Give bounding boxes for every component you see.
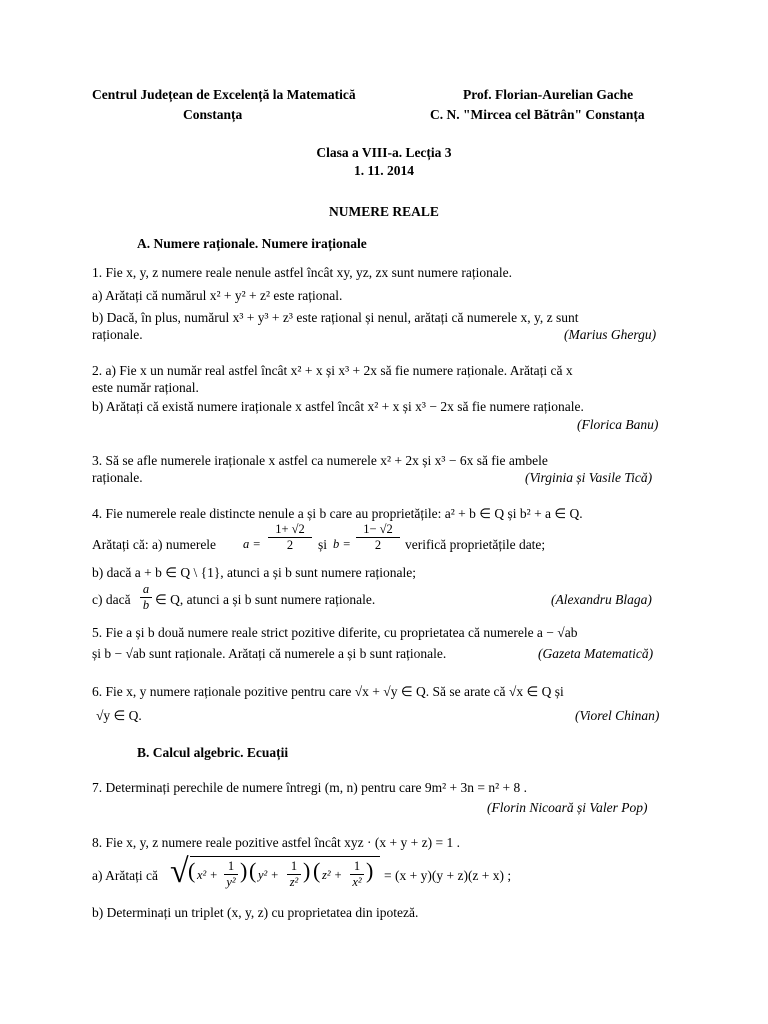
problem-4-a-fraction xyxy=(268,523,312,551)
factor-2-fraction xyxy=(287,860,301,888)
factor-3-term: z² + xyxy=(322,868,343,882)
fraction-numerator: 1 xyxy=(227,859,235,873)
author-school: C. N. "Mircea cel Bătrân" Constanța xyxy=(430,107,645,122)
problem-4-line-3: b) dacă a + b ∈ Q \ {1}, atunci a și b sunt numere raționale; xyxy=(92,565,416,580)
paren-open-icon: ( xyxy=(249,858,257,883)
class-line: Clasa a VIII-a. Lecția 3 xyxy=(316,145,452,160)
factor-2-term: y² + xyxy=(258,868,279,882)
problem-5-line-1: 5. Fie a și b două numere reale strict pozitive diferite, cu proprietatea că numerele a − √ab xyxy=(92,625,578,640)
page-title: NUMERE REALE xyxy=(329,204,439,219)
paren-open-icon: ( xyxy=(313,858,321,883)
fraction-numerator: 1+ √2 xyxy=(275,522,305,536)
problem-6-line-1: 6. Fie x, y numere raționale pozitive pentru care √x + √y ∈ Q. Să se arate că √x ∈ Q și xyxy=(92,684,564,699)
problem-3-line-1: 3. Să se afle numerele iraționale x astfel ca numerele x² + 2x și x³ − 6x să fie ambele xyxy=(92,453,548,468)
problem-1-line-3: b) Dacă, în plus, numărul x³ + y³ + z³ este rațional și nenul, arătați că numerele x, y, z sunt xyxy=(92,310,579,325)
author-name: Prof. Florian-Aurelian Gache xyxy=(463,87,634,102)
date-line: 1. 11. 2014 xyxy=(353,163,414,178)
problem-4-intro: Arătați că: a) numerele xyxy=(92,537,217,552)
paren-close-icon: ) xyxy=(366,858,374,883)
paren-close-icon: ) xyxy=(240,858,248,883)
problem-6-author: (Viorel Chinan) xyxy=(575,708,660,723)
problem-4-line-4: ∈ Q, atunci a și b sunt numere raționale. xyxy=(155,592,376,607)
radical-sign-icon: √ xyxy=(170,853,189,890)
fraction-numerator: a xyxy=(142,582,150,596)
problem-8-line-1: 8. Fie x, y, z numere reale pozitive astfel încât xyz · (x + y + z) = 1 . xyxy=(92,835,460,850)
fraction-numerator: 1− √2 xyxy=(363,522,393,536)
problem-1-author: (Marius Ghergu) xyxy=(564,327,657,342)
radical-bar xyxy=(190,856,380,857)
problem-1-line-1: 1. Fie x, y, z numere reale nenule astfel încât xy, yz, zx sunt numere raționale. xyxy=(92,265,512,280)
problem-8-a-label: a) Arătați că xyxy=(92,868,158,883)
problem-2-line-1: 2. a) Fie x un număr real astfel încât x² + x și x³ + 2x să fie numere raționale. Arătați că x xyxy=(92,363,573,378)
fraction-denominator: x² xyxy=(352,874,362,889)
problem-4-c-fraction xyxy=(140,583,152,611)
section-a-heading: A. Numere raționale. Numere iraționale xyxy=(137,236,367,251)
fraction-denominator: 2 xyxy=(286,537,294,552)
problem-6-line-2: √y ∈ Q. xyxy=(96,708,142,723)
problem-4-and: și xyxy=(318,537,328,552)
fraction-numerator: 1 xyxy=(290,859,298,873)
problem-4-line-2-end: verifică proprietățile date; xyxy=(405,537,546,552)
problem-3-line-2: raționale. xyxy=(92,470,143,485)
problem-2-line-2: este număr rațional. xyxy=(92,380,199,395)
problem-2-author: (Florica Banu) xyxy=(577,417,659,432)
problem-8-a-rhs: = (x + y)(y + z)(z + x) ; xyxy=(384,868,512,883)
fraction-numerator: 1 xyxy=(353,859,361,873)
problem-1-line-4: raționale. xyxy=(92,327,143,342)
factor-3-fraction xyxy=(350,860,364,888)
problem-4-b-equals: b = xyxy=(333,537,351,551)
problem-2-line-3: b) Arătați că există numere iraționale x astfel încât x² + x și x³ − 2x să fie numere raționale. xyxy=(92,399,584,414)
problem-4-b-fraction xyxy=(356,523,400,551)
fraction-denominator: 2 xyxy=(374,537,382,552)
factor-1-term: x² + xyxy=(197,868,218,882)
problem-8-line-3: b) Determinați un triplet (x, y, z) cu proprietatea din ipoteză. xyxy=(92,905,419,920)
problem-4-line-1: 4. Fie numerele reale distincte nenule a și b care au proprietățile: a² + b ∈ Q și b² + a ∈ Q. xyxy=(92,506,583,521)
problem-4-author: (Alexandru Blaga) xyxy=(551,592,652,607)
paren-open-icon: ( xyxy=(188,858,196,883)
institution-name: Centrul Județean de Excelență la Matematică xyxy=(92,87,356,102)
problem-3-author: (Virginia și Vasile Tică) xyxy=(525,470,653,485)
problem-5-line-2: și b − √ab sunt raționale. Arătați că numerele a și b sunt raționale. xyxy=(92,646,447,661)
problem-7-author: (Florin Nicoară și Valer Pop) xyxy=(487,800,648,815)
fraction-denominator: y² xyxy=(226,874,236,889)
fraction-denominator: b xyxy=(142,597,150,612)
institution-city: Constanța xyxy=(183,107,243,122)
fraction-denominator: z² xyxy=(289,874,299,889)
problem-1-line-2: a) Arătați că numărul x² + y² + z² este rațional. xyxy=(92,288,343,303)
problem-5-author: (Gazeta Matematică) xyxy=(538,646,654,661)
problem-4-c-label: c) dacă xyxy=(92,592,131,607)
paren-close-icon: ) xyxy=(303,858,311,883)
factor-1-fraction xyxy=(224,860,238,888)
problem-7-line-1: 7. Determinați perechile de numere întregi (m, n) pentru care 9m² + 3n = n² + 8 . xyxy=(92,780,528,795)
section-b-heading: B. Calcul algebric. Ecuații xyxy=(137,745,289,760)
problem-4-a-equals: a = xyxy=(243,537,261,551)
